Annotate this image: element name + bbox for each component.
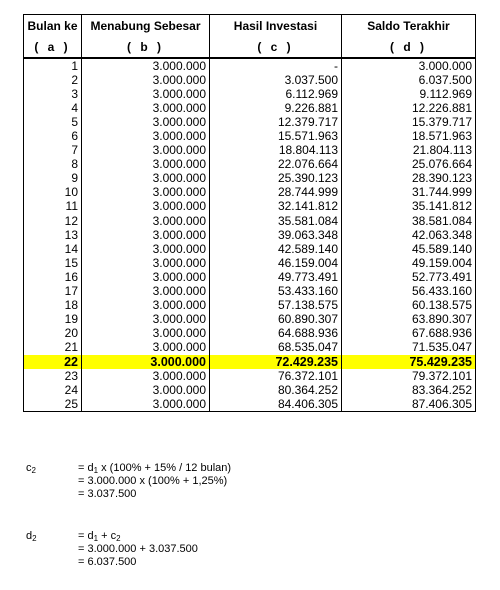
table-row: [24, 186, 476, 200]
investment-result-cell: -: [210, 58, 342, 73]
final-balance-cell: 35.141.812: [342, 200, 476, 214]
header-month: Bulan ke: [24, 15, 82, 38]
formula-d2-line-3: = 6.037.500: [78, 556, 137, 568]
investment-result-cell: 22.076.664: [210, 158, 342, 172]
investment-result-cell: 9.226.881: [210, 101, 342, 115]
saving-cell: 3.000.000: [82, 101, 210, 115]
investment-result-cell: 42.589.140: [210, 242, 342, 256]
table-row-highlighted: [24, 355, 476, 369]
investment-result-cell: 3.037.500: [210, 73, 342, 87]
table-row: [24, 327, 476, 341]
final-balance-cell: 12.226.881: [342, 101, 476, 115]
table-row: [24, 313, 476, 327]
investment-result-cell: 39.063.348: [210, 228, 342, 242]
table-row: [24, 200, 476, 214]
saving-cell: 3.000.000: [82, 115, 210, 129]
month-cell: 1: [24, 58, 82, 73]
month-cell: 14: [24, 242, 82, 256]
table-row: [24, 129, 476, 143]
saving-cell: 3.000.000: [82, 285, 210, 299]
final-balance-cell: 45.589.140: [342, 242, 476, 256]
table-row: [24, 158, 476, 172]
final-balance-cell: 67.688.936: [342, 327, 476, 341]
month-cell: 5: [24, 115, 82, 129]
month-cell: 10: [24, 186, 82, 200]
formula-d2-line-2: = 3.000.000 + 3.037.500: [78, 543, 198, 555]
final-balance-cell: 79.372.101: [342, 369, 476, 383]
header-final-balance: Saldo Terakhir: [342, 15, 476, 38]
month-cell: 11: [24, 200, 82, 214]
final-balance-cell: 71.535.047: [342, 341, 476, 355]
month-cell: 13: [24, 228, 82, 242]
header-code-b: ( b ): [82, 37, 210, 58]
saving-cell: 3.000.000: [82, 214, 210, 228]
final-balance-cell: 87.406.305: [342, 397, 476, 412]
table-row: [24, 228, 476, 242]
investment-result-cell: 72.429.235: [210, 355, 342, 369]
table-row: [24, 256, 476, 270]
investment-result-cell: 35.581.084: [210, 214, 342, 228]
table-row: [24, 87, 476, 101]
table-row: [24, 144, 476, 158]
table-row: [24, 383, 476, 397]
final-balance-cell: 56.433.160: [342, 285, 476, 299]
month-cell: 16: [24, 270, 82, 284]
month-cell: 25: [24, 397, 82, 412]
investment-result-cell: 32.141.812: [210, 200, 342, 214]
saving-cell: 3.000.000: [82, 299, 210, 313]
saving-cell: 3.000.000: [82, 256, 210, 270]
month-cell: 23: [24, 369, 82, 383]
table-row: [24, 101, 476, 115]
month-cell: 18: [24, 299, 82, 313]
formula-d2-label: $d_2$: [26, 530, 37, 543]
investment-result-cell: 25.390.123: [210, 172, 342, 186]
final-balance-cell: 38.581.084: [342, 214, 476, 228]
month-cell: 12: [24, 214, 82, 228]
final-balance-cell: 63.890.307: [342, 313, 476, 327]
saving-cell: 3.000.000: [82, 200, 210, 214]
final-balance-cell: 42.063.348: [342, 228, 476, 242]
month-cell: 19: [24, 313, 82, 327]
table-row: [24, 214, 476, 228]
formula-c2-line-3: = 3.037.500: [78, 488, 137, 500]
header-row-codes: [24, 37, 476, 58]
investment-result-cell: 28.744.999: [210, 186, 342, 200]
final-balance-cell: 83.364.252: [342, 383, 476, 397]
month-cell: 6: [24, 129, 82, 143]
investment-result-cell: 68.535.047: [210, 341, 342, 355]
final-balance-cell: 9.112.969: [342, 87, 476, 101]
header-row-titles: [24, 15, 476, 38]
investment-result-cell: 53.433.160: [210, 285, 342, 299]
saving-cell: 3.000.000: [82, 228, 210, 242]
table-row: [24, 299, 476, 313]
investment-result-cell: 84.406.305: [210, 397, 342, 412]
saving-cell: 3.000.000: [82, 341, 210, 355]
saving-cell: 3.000.000: [82, 397, 210, 412]
month-cell: 17: [24, 285, 82, 299]
saving-cell: 3.000.000: [82, 327, 210, 341]
table-row: [24, 115, 476, 129]
month-cell: 2: [24, 73, 82, 87]
final-balance-cell: 18.571.963: [342, 129, 476, 143]
investment-result-cell: 18.804.113: [210, 144, 342, 158]
investment-result-cell: 76.372.101: [210, 369, 342, 383]
investment-result-cell: 64.688.936: [210, 327, 342, 341]
header-saving: Menabung Sebesar: [82, 15, 210, 38]
final-balance-cell: 49.159.004: [342, 256, 476, 270]
saving-cell: 3.000.000: [82, 186, 210, 200]
month-cell: 3: [24, 87, 82, 101]
month-cell: 24: [24, 383, 82, 397]
investment-result-cell: 80.364.252: [210, 383, 342, 397]
saving-cell: 3.000.000: [82, 158, 210, 172]
header-code-a: ( a ): [24, 37, 82, 58]
saving-cell: 3.000.000: [82, 129, 210, 143]
month-cell: 9: [24, 172, 82, 186]
final-balance-cell: 31.744.999: [342, 186, 476, 200]
table-row: [24, 397, 476, 412]
investment-result-cell: 12.379.717: [210, 115, 342, 129]
saving-cell: 3.000.000: [82, 242, 210, 256]
header-code-c: ( c ): [210, 37, 342, 58]
formula-c2-label: $c_2$: [26, 462, 36, 475]
saving-cell: 3.000.000: [82, 87, 210, 101]
investment-result-cell: 15.571.963: [210, 129, 342, 143]
month-cell: 8: [24, 158, 82, 172]
table-body: [24, 58, 476, 412]
formula-d2-lines: [78, 530, 198, 569]
month-cell: 7: [24, 144, 82, 158]
month-cell: 4: [24, 101, 82, 115]
savings-table: [23, 14, 476, 412]
table-row: [24, 73, 476, 87]
saving-cell: 3.000.000: [82, 144, 210, 158]
final-balance-cell: 52.773.491: [342, 270, 476, 284]
final-balance-cell: 15.379.717: [342, 115, 476, 129]
final-balance-cell: 6.037.500: [342, 73, 476, 87]
saving-cell: 3.000.000: [82, 172, 210, 186]
final-balance-cell: 28.390.123: [342, 172, 476, 186]
investment-result-cell: 60.890.307: [210, 313, 342, 327]
investment-result-cell: 46.159.004: [210, 256, 342, 270]
formula-c2-line-2: = 3.000.000 x (100% + 1,25%): [78, 475, 228, 487]
formula-d2-line-1: = $d_1 + c_2$: [78, 530, 121, 543]
investment-result-cell: 6.112.969: [210, 87, 342, 101]
final-balance-cell: 21.804.113: [342, 144, 476, 158]
month-cell: 22: [24, 355, 82, 369]
formula-c2-lines: [78, 462, 231, 501]
saving-cell: 3.000.000: [82, 383, 210, 397]
header-investment-result: Hasil Investasi: [210, 15, 342, 38]
saving-cell: 3.000.000: [82, 369, 210, 383]
saving-cell: 3.000.000: [82, 58, 210, 73]
final-balance-cell: 75.429.235: [342, 355, 476, 369]
month-cell: 15: [24, 256, 82, 270]
table-row: [24, 58, 476, 73]
saving-cell: 3.000.000: [82, 73, 210, 87]
saving-cell: 3.000.000: [82, 313, 210, 327]
final-balance-cell: 25.076.664: [342, 158, 476, 172]
table-row: [24, 341, 476, 355]
saving-cell: 3.000.000: [82, 270, 210, 284]
table-row: [24, 242, 476, 256]
final-balance-cell: 60.138.575: [342, 299, 476, 313]
final-balance-cell: 3.000.000: [342, 58, 476, 73]
month-cell: 20: [24, 327, 82, 341]
table-row: [24, 285, 476, 299]
formula-c2-line-1: = $d_1$ x (100% + 15% / 12 bulan): [78, 462, 232, 475]
investment-result-cell: 49.773.491: [210, 270, 342, 284]
saving-cell: 3.000.000: [82, 355, 210, 369]
table-row: [24, 369, 476, 383]
table-row: [24, 270, 476, 284]
month-cell: 21: [24, 341, 82, 355]
investment-result-cell: 57.138.575: [210, 299, 342, 313]
header-code-d: ( d ): [342, 37, 476, 58]
table-row: [24, 172, 476, 186]
